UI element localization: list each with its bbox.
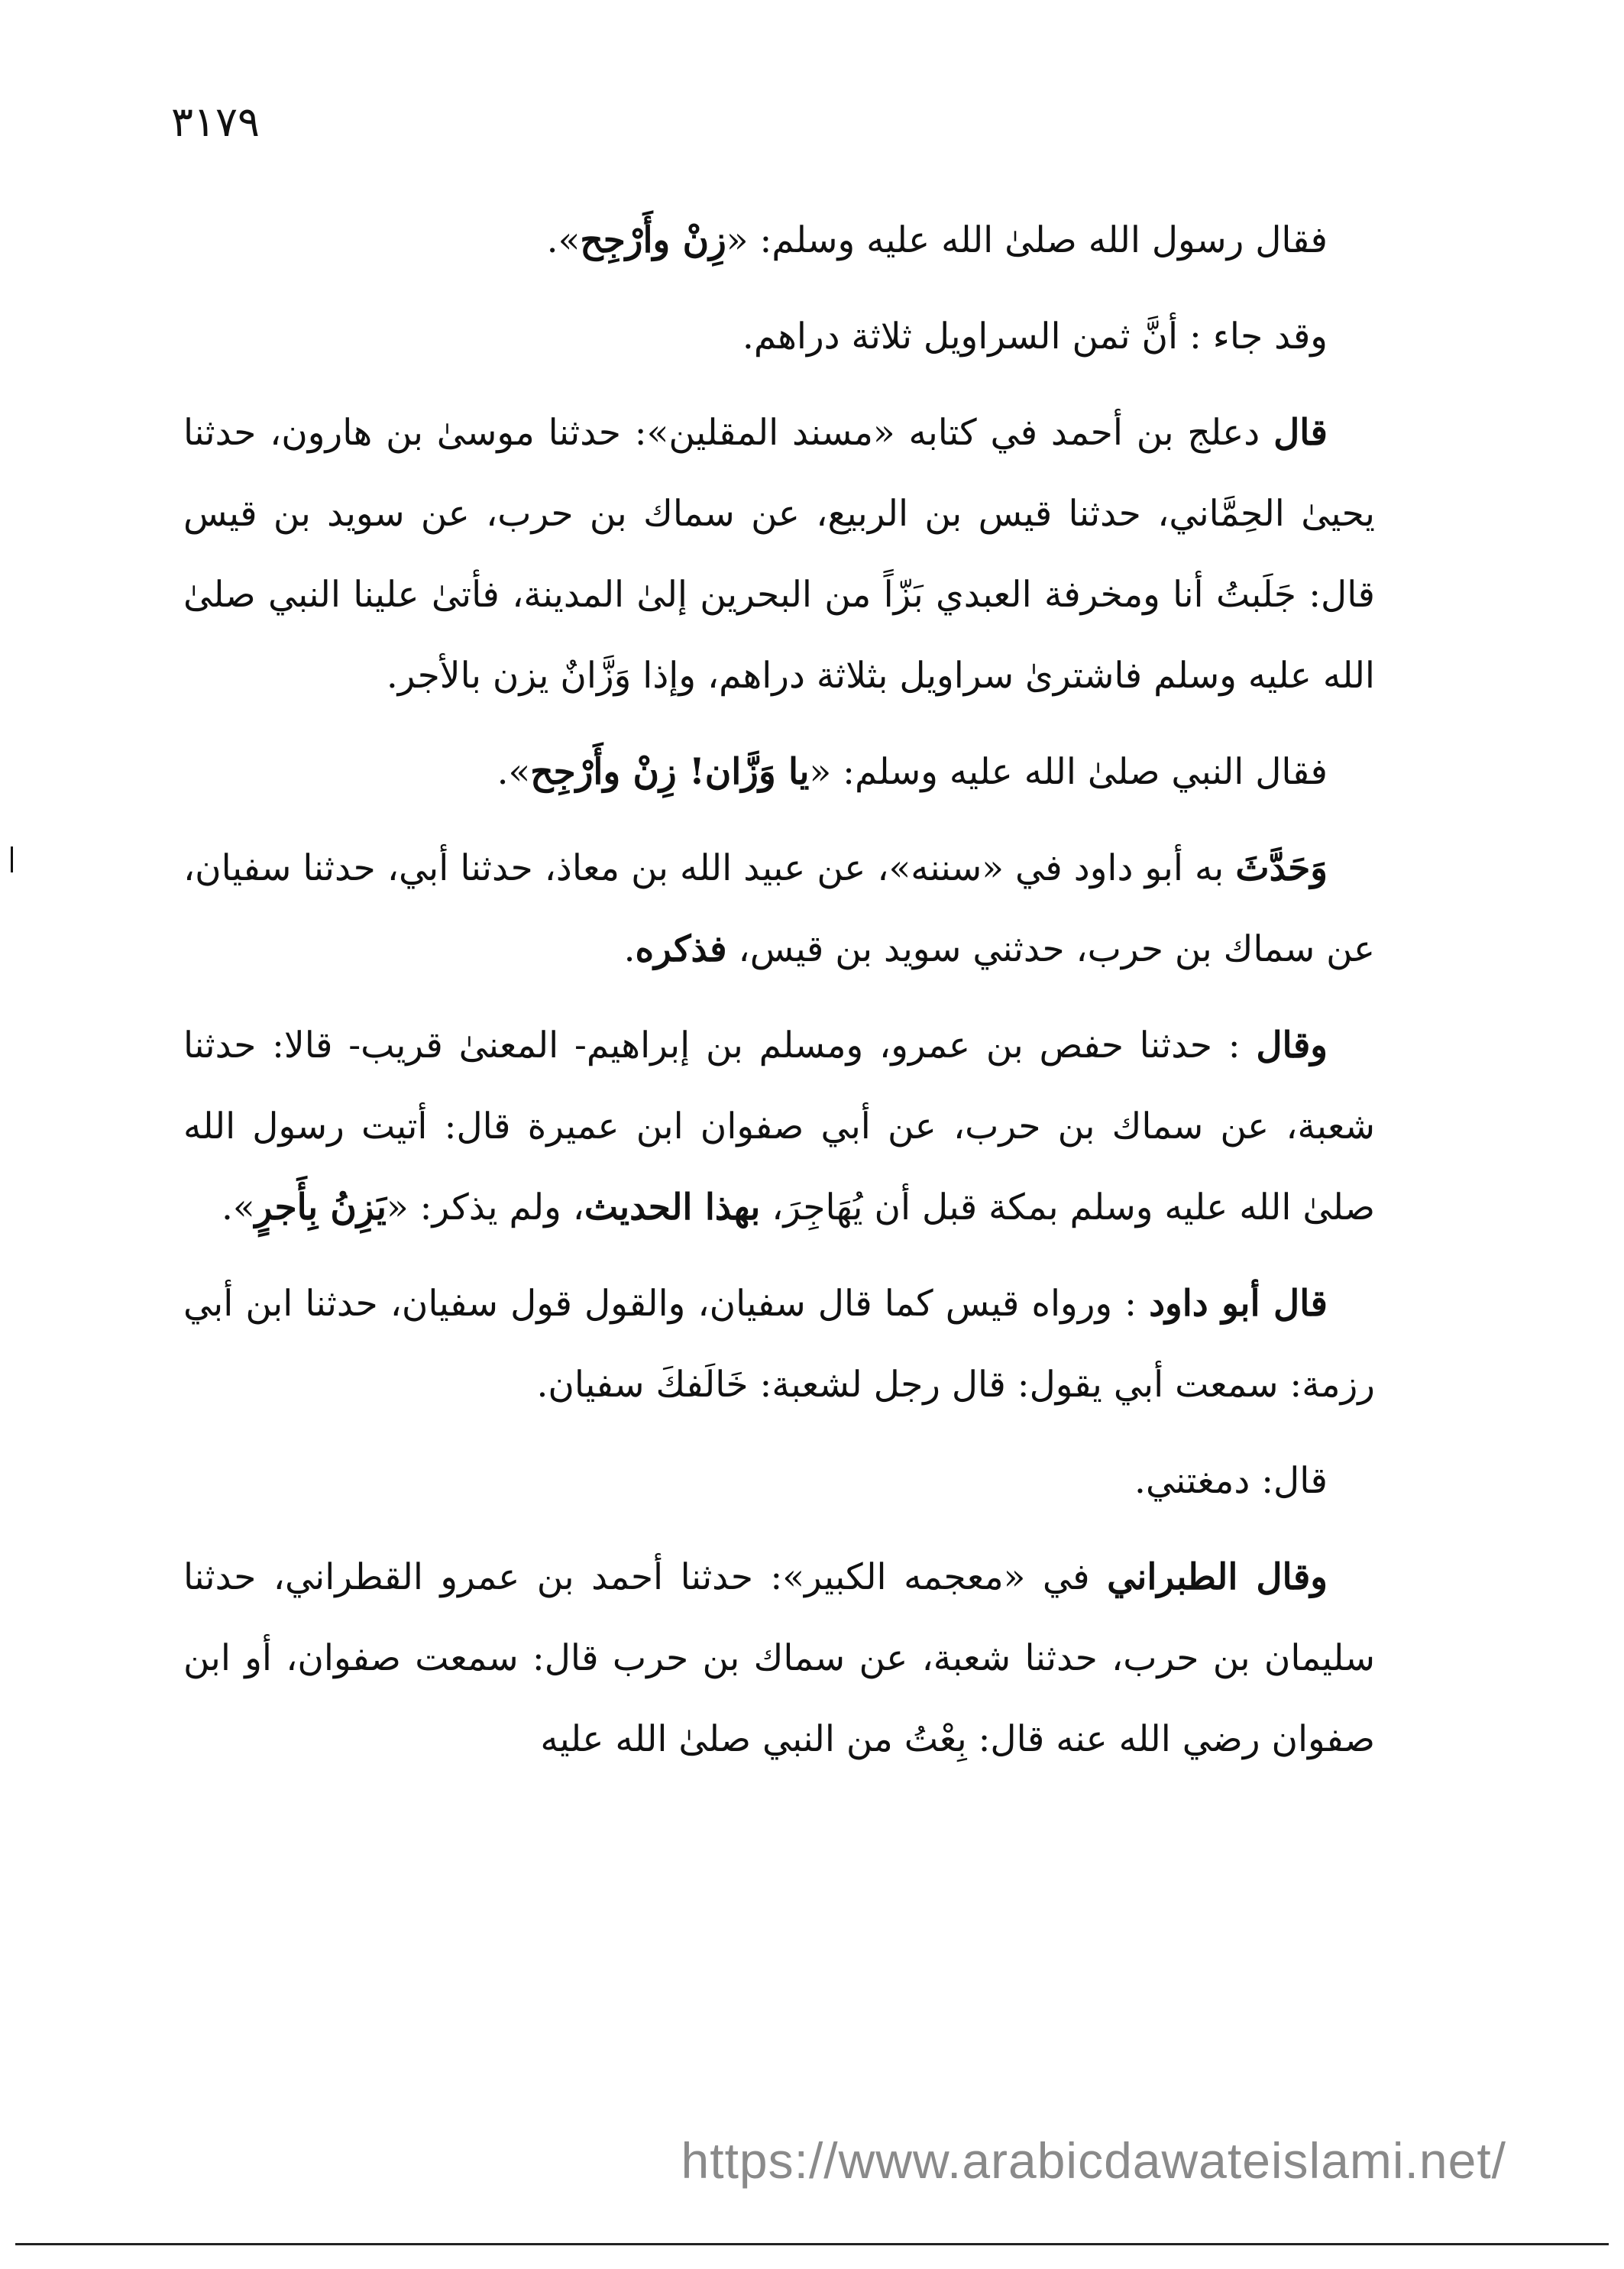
bold-text-run: وقال	[1256, 1024, 1328, 1067]
text-run: : ورواه قيس كما قال سفيان، والقول قول سفيان، حدثنا ابن أبي رزمة: سمعت أبي يقول: قال رجل لشعبة: خَالَفكَ سفيان.	[183, 1283, 1375, 1406]
paragraph	[183, 732, 1375, 813]
bold-text-run: وقال الطبراني	[1107, 1556, 1328, 1598]
text-run: في «معجمه الكبير»: حدثنا أحمد بن عمرو القطراني، حدثنا سليمان بن حرب، حدثنا شعبة، عن سماك بن حرب قال: سمعت صفوان، أو ابن صفوان رضي الله عنه قال: بِعْتُ من النبي صلىٰ الله عليه	[183, 1556, 1375, 1760]
scan-edge-mark	[11, 846, 13, 872]
paragraph	[183, 296, 1375, 377]
text-run: قال: دمغتني.	[1134, 1460, 1328, 1502]
text-run: .	[623, 928, 636, 970]
page-body	[183, 200, 1375, 1780]
paragraph	[183, 1005, 1375, 1248]
bold-text-run: وَحَدَّثَ	[1235, 847, 1328, 889]
bold-text-run: زِنْ وأَرْجِح	[580, 219, 726, 261]
bold-text-run: يَزِنُ بِأَجرٍ	[254, 1186, 387, 1228]
text-run: ، ولم يذكر: «	[386, 1186, 584, 1228]
bold-text-run: يا وَزَّان! زِنْ وأَرْجِح	[530, 751, 810, 793]
page-number: ٣١٧٩	[171, 98, 260, 146]
bold-text-run: بهذا الحديث	[584, 1186, 761, 1228]
paragraph	[183, 393, 1375, 717]
paragraph	[183, 828, 1375, 990]
text-run: : حدثنا حفص بن عمرو، ومسلم بن إبراهيم- المعنىٰ قريب- قالا: حدثنا شعبة، عن سماك بن حرب، عن أبي صفوان ابن عميرة قال: أتيت رسول الله صلىٰ الله عليه وسلم بمكة قبل أن يُهَاجِرَ،	[183, 1024, 1375, 1228]
bottom-rule	[15, 2243, 1609, 2245]
text-run: به أبو داود في «سننه»، عن عبيد الله بن معاذ، حدثنا أبي، حدثنا سفيان، عن سماك بن حرب، حدثني سويد بن قيس،	[183, 847, 1375, 970]
bold-text-run: فذكره	[635, 928, 727, 970]
text-run: ».	[497, 751, 531, 793]
paragraph	[183, 1441, 1375, 1522]
bold-text-run: قال	[1273, 412, 1328, 454]
text-run: وقد جاء : أنَّ ثمن السراويل ثلاثة دراهم.	[742, 316, 1328, 358]
text-run: فقال النبي صلىٰ الله عليه وسلم: «	[809, 751, 1328, 793]
watermark-url: https://www.arabicdawateislami.net/	[681, 2132, 1506, 2189]
paragraph	[183, 200, 1375, 281]
text-run: ».	[546, 219, 581, 261]
paragraph	[183, 1537, 1375, 1780]
paragraph	[183, 1264, 1375, 1426]
text-run: فقال رسول الله صلىٰ الله عليه وسلم: «	[726, 219, 1328, 261]
text-run: ».	[221, 1186, 255, 1228]
text-run: دعلج بن أحمد في كتابه «مسند المقلين»: حدثنا موسىٰ بن هارون، حدثنا يحيىٰ الحِمَّاني، حدثنا قيس بن الربيع، عن سماك بن حرب، عن سويد بن قيس قال: جَلَبتُ أنا ومخرفة العبدي بَزّاً من البحرين إلىٰ المدينة، فأتىٰ علينا النبي صلىٰ الله عليه وسلم فاشترىٰ سراويل بثلاثة دراهم، وإذا وَزَّانٌ يزن بالأجر.	[183, 412, 1375, 697]
bold-text-run: قال أبو داود	[1149, 1283, 1328, 1325]
